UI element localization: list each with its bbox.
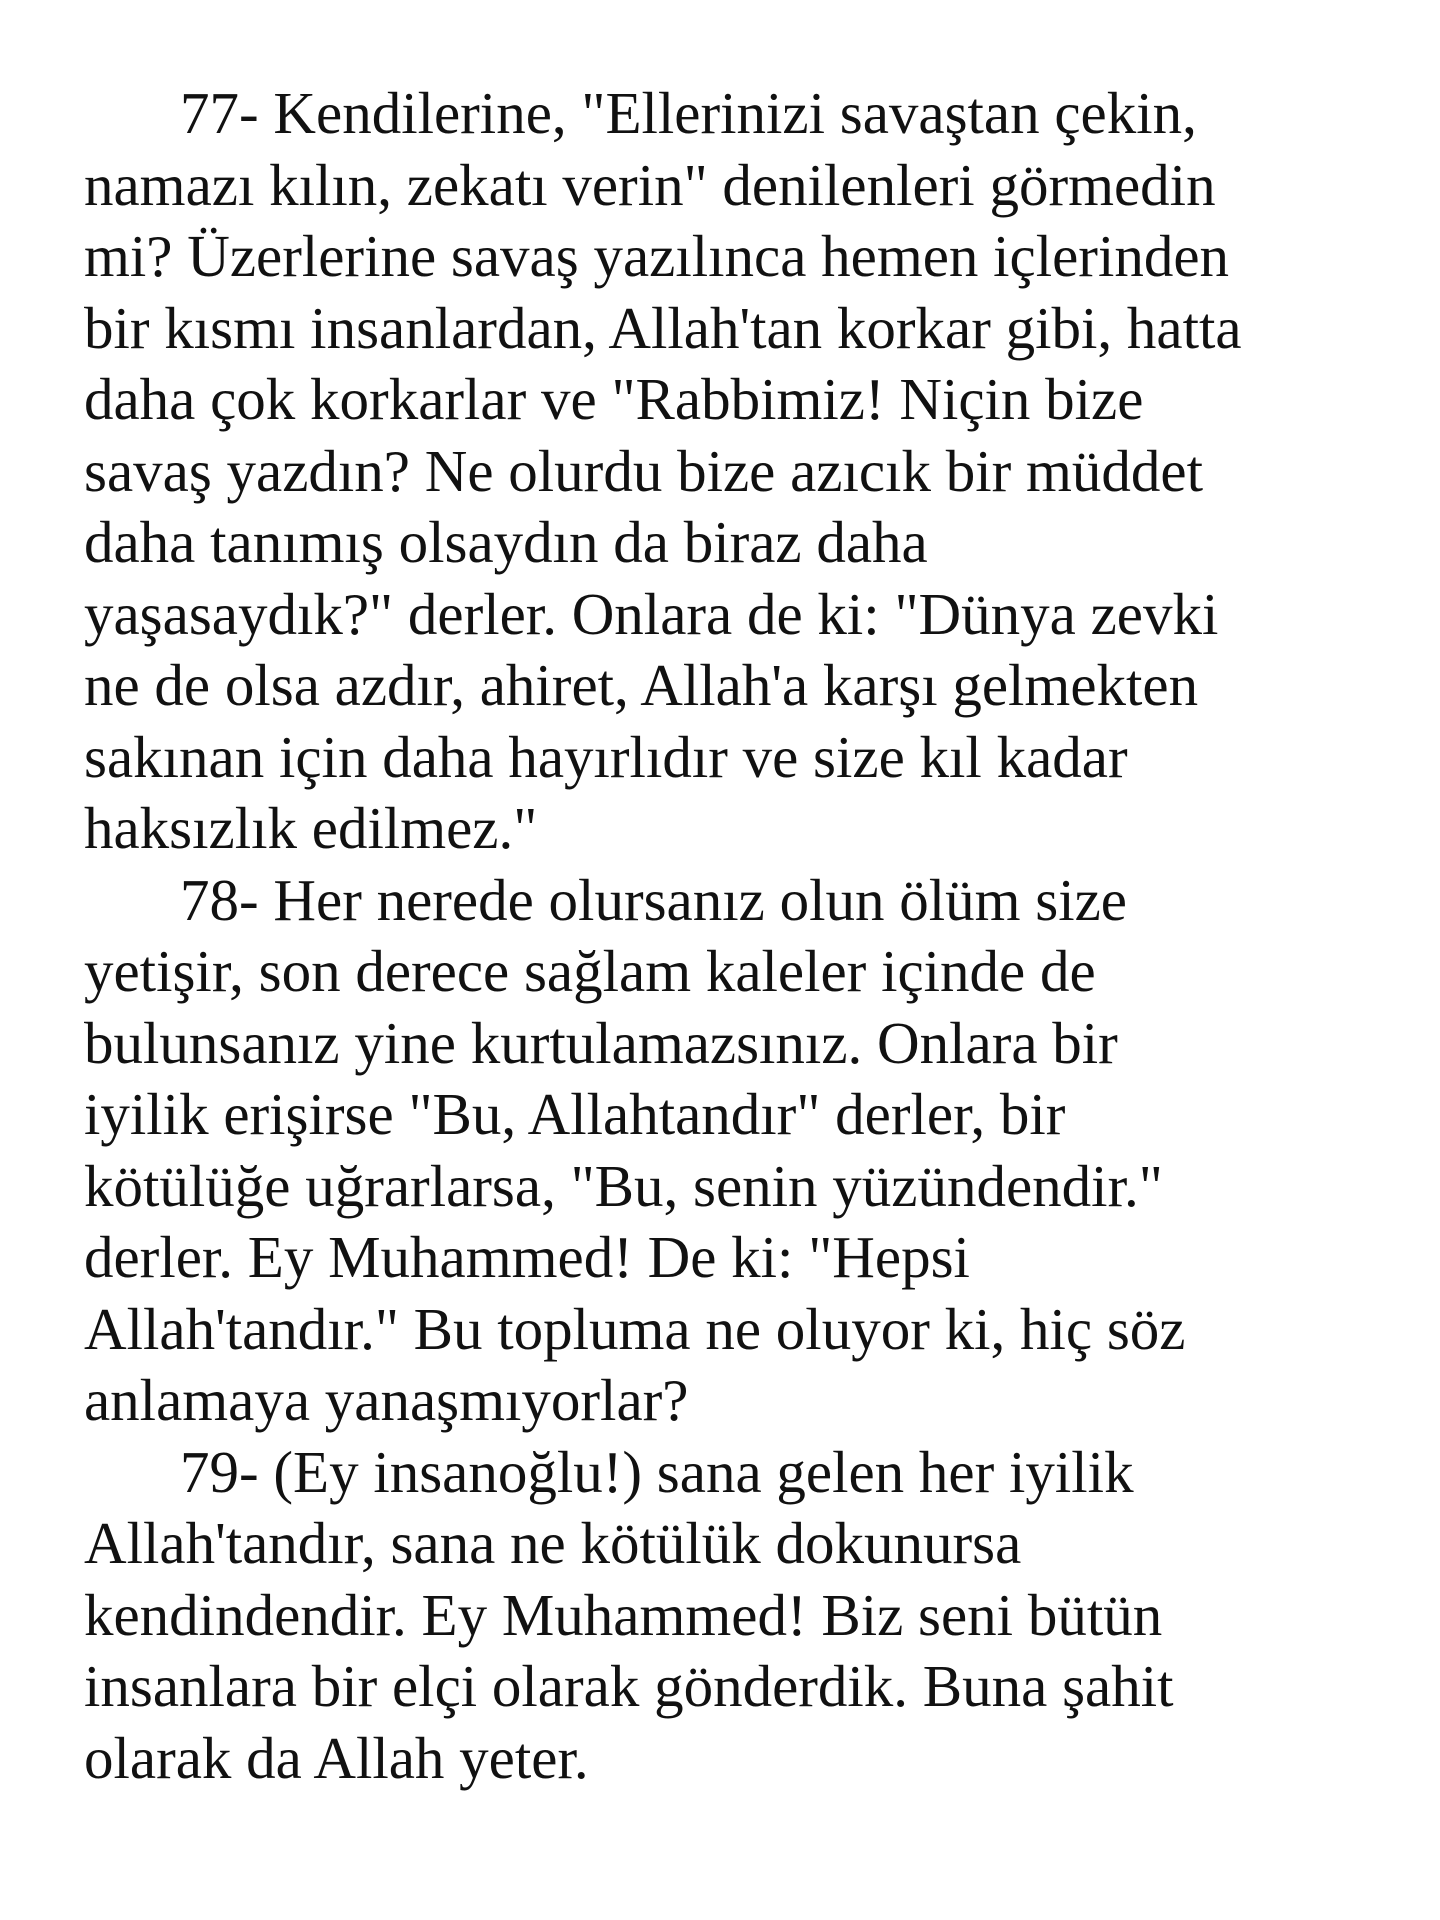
verse-79 — [84, 1437, 1384, 1795]
verse-line: yetişir, son derece sağlam kaleler içinde de — [84, 938, 1096, 1004]
verse-line: namazı kılın, zekatı verin" denilenleri görmedin — [84, 151, 1216, 218]
verse-line: haksızlık edilmez." — [84, 795, 538, 861]
verse-line: insanlara bir elçi olarak gönderdik. Buna şahit — [84, 1653, 1174, 1719]
verse-line: derler. Ey Muhammed! De ki: "Hepsi — [84, 1224, 970, 1290]
verse-line: kendindendir. Ey Muhammed! Biz seni bütün — [84, 1581, 1163, 1648]
verse-line: daha tanımış olsaydın da biraz daha — [84, 509, 928, 575]
verse-line: 77- Kendilerine, "Ellerinizi savaştan çekin, — [180, 80, 1197, 146]
verse-line: kötülüğe uğrarlarsa, "Bu, senin yüzündendir." — [84, 1152, 1163, 1219]
verse-line: ne de olsa azdır, ahiret, Allah'a karşı gelmekten — [84, 652, 1199, 718]
verse-line: savaş yazdın? Ne olurdu bize azıcık bir müddet — [84, 437, 1203, 504]
verse-line: olarak da Allah yeter. — [84, 1724, 589, 1791]
verse-line: daha çok korkarlar ve "Rabbimiz! Niçin bize — [84, 366, 1144, 432]
document-page — [84, 78, 1384, 1794]
verse-line: bir kısmı insanlardan, Allah'tan korkar gibi, hatta — [84, 294, 1242, 361]
verse-line: anlamaya yanaşmıyorlar? — [84, 1367, 689, 1433]
verse-line: 78- Her nerede olursanız olun ölüm size — [180, 866, 1127, 933]
verse-line: bulunsanız yine kurtulamazsınız. Onlara bir — [84, 1009, 1118, 1076]
verse-line: yaşasaydık?" derler. Onlara de ki: "Dünya zevki — [84, 580, 1219, 647]
verse-77 — [84, 78, 1384, 865]
verse-line: 79- (Ey insanoğlu!) sana gelen her iyilik — [180, 1438, 1134, 1505]
verse-line: iyilik erişirse "Bu, Allahtandır" derler, bir — [84, 1081, 1066, 1147]
verse-line: sakınan için daha hayırlıdır ve size kıl kadar — [84, 723, 1128, 790]
verse-line: mi? Üzerlerine savaş yazılınca hemen içlerinden — [84, 223, 1230, 289]
verse-line: Allah'tandır." Bu topluma ne oluyor ki, hiç söz — [84, 1295, 1186, 1362]
verse-line: Allah'tandır, sana ne kötülük dokunursa — [84, 1510, 1022, 1576]
verse-78 — [84, 865, 1384, 1437]
